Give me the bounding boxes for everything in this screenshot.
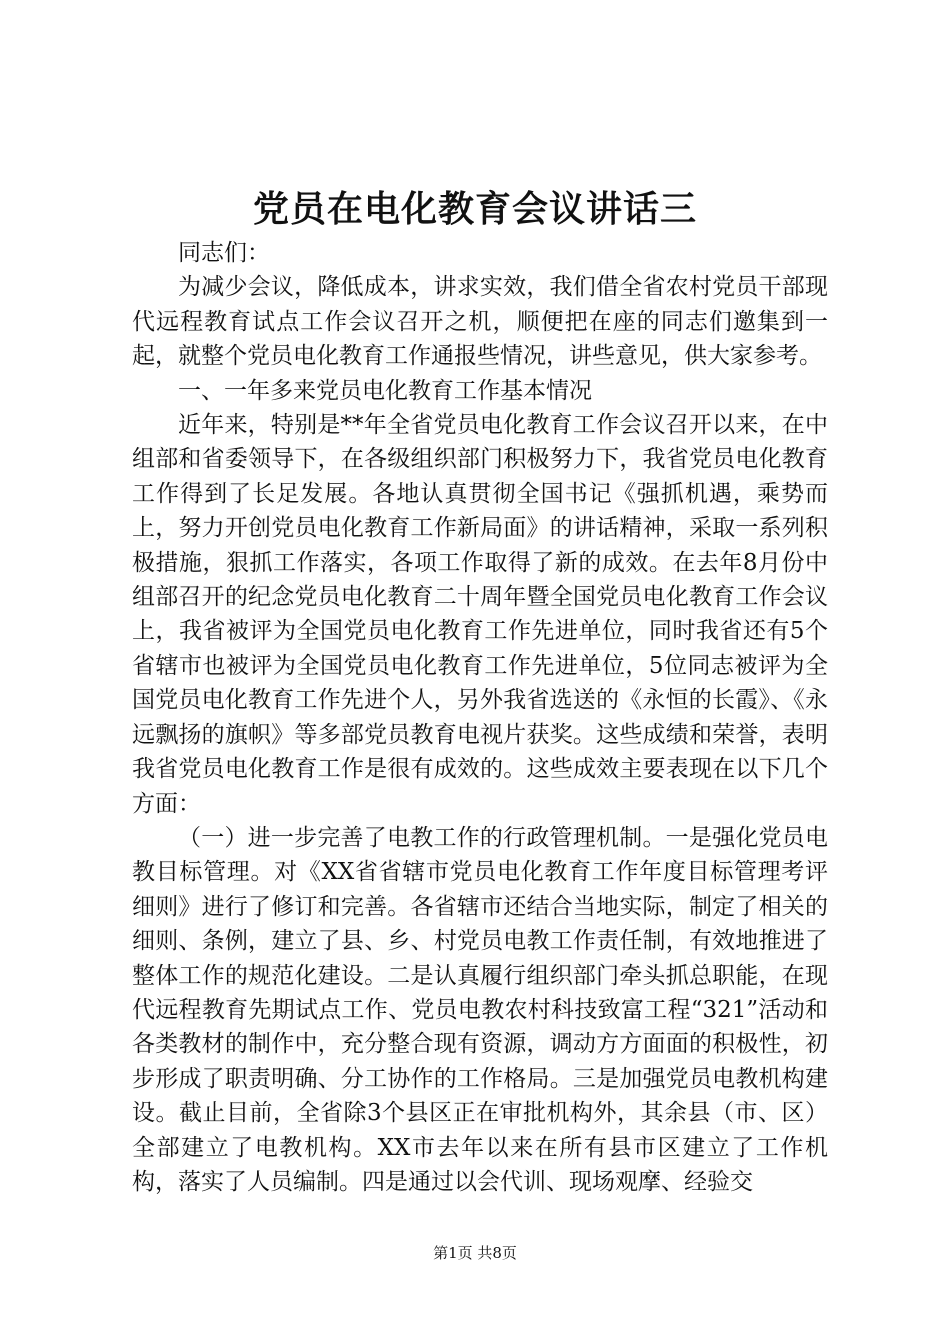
paragraph-achievements: 近年来，特别是**年全省党员电化教育工作会议召开以来，在中组部和省委领导下，在各级组织部门积极努力下，我省党员电化教育工作得到了长足发展。各地认真贯彻全国书记《强抓机遇，乘势而上，努力开创党员电化教育工作新局面》的讲话精神，采取一系列积极措施，狠抓工作落实，各项工作取得了新的成效。在去年8月份中组部召开的纪念党员电化教育二十周年暨全国党员电化教育工作会议上，我省被评为全国党员电化教育工作先进单位，同时我省还有5个省辖市也被评为全国党员电化教育工作先进单位，5位同志被评为全国党员电化教育工作先进个人，另外我省选送的《永恒的长霞》、《永远飘扬的旗帜》等多部党员教育电视片获奖。这些成绩和荣誉，表明我省党员电化教育工作是很有成效的。这些成效主要表现在以下几个方面： bbox=[132, 412, 828, 817]
paragraph-mechanism: （一）进一步完善了电教工作的行政管理机制。一是强化党员电教目标管理。对《XX省省辖市党员电化教育工作年度目标管理考评细则》进行了修订和完善。各省辖市还结合当地实际，制定了相关的细则、条例，建立了县、乡、村党员电教工作责任制，有效地推进了整体工作的规范化建设。二是认真履行组织部门牵头抓总职能，在现代远程教育先期试点工作、党员电教农村科技致富工程“321”活动和各类教材的制作中，充分整合现有资源，调动方方面面的积极性，初步形成了职责明确、分工协作的工作格局。三是加强党员电教机构建设。截止目前，全省除3个县区正在审批机构外，其余县（市、区）全部建立了电教机构。XX市去年以来在所有县市区建立了工作机构，落实了人员编制。四是通过以会代训、现场观摩、经验交 bbox=[132, 824, 828, 1195]
document-title: 党员在电化教育会议讲话三 bbox=[252, 188, 697, 230]
paragraph-intro: 为减少会议，降低成本，讲求实效，我们借全省农村党员干部现代远程教育试点工作会议召开之机，顺便把在座的同志们邀集到一起，就整个党员电化教育工作通报些情况，讲些意见，供大家参考。 bbox=[132, 274, 828, 370]
section-heading: 一、一年多来党员电化教育工作基本情况 bbox=[178, 377, 592, 404]
page-number-footer: 第1页 共8页 bbox=[433, 1244, 517, 1262]
salutation: 同志们： bbox=[178, 240, 270, 266]
document-body bbox=[132, 236, 828, 1199]
